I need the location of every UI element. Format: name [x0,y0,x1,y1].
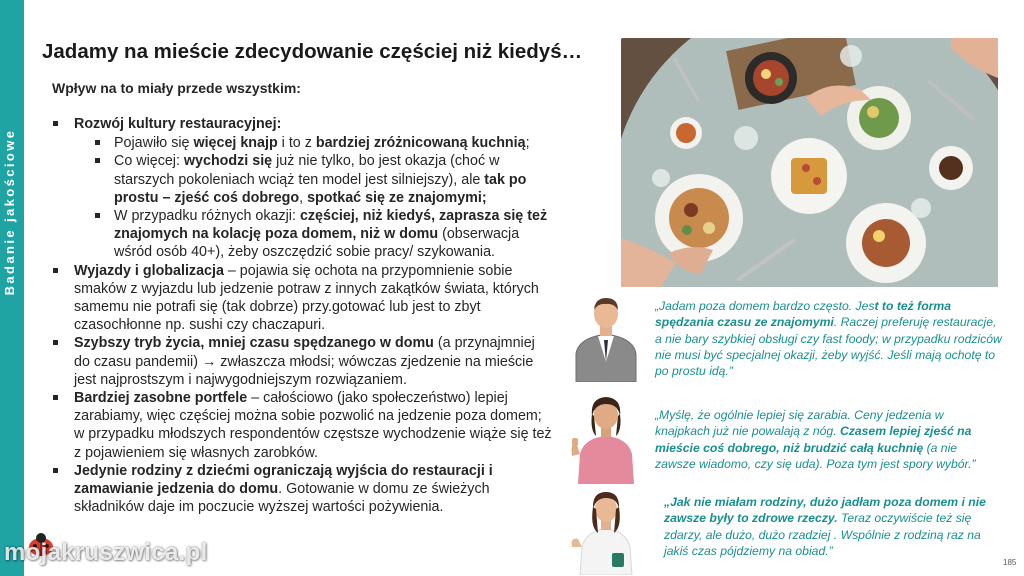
quote-text: „Myślę, że ogólnie lepiej się zarabia. Ceny jedzenia w knajpkach już nie powalają z nóg. [655,408,944,439]
woman-avatar-icon [568,392,644,484]
quote-text: (a nie zawsze wiadomo, czy się uda). Poza tym jest spory wybór.” [655,440,976,471]
bullet-list [52,115,552,516]
bullet-text: – całościowo (jako społeczeństwo) lepiej zarabiamy, więc częściej można sobie pozwolić na jedzenie poza domem; w przypadku młodszych respondentów częstsze wychodzenie wiąże się też z pojawieniem się własnych zarobków. [74,390,552,461]
bullet-faster-life [52,334,552,389]
watermark: mojakruszwica.pl [4,539,208,566]
quote-man [655,298,1005,379]
text: W przypadku różnych okazji: [114,208,300,225]
sidebar-label: Badanie jakościowe [2,128,17,296]
bullet-heading: Rozwój kultury restauracyjnej: [74,116,282,132]
bullet-text: . Gotowanie w domu ze świeżych składników daje im poczucie wyższej wartości pożywienia. [74,481,490,516]
bullet-restaurant-culture [52,115,552,262]
sub-bullet [94,134,552,152]
text: Pojawiło się [114,135,194,152]
bullet-heading: Bardziej zasobne portfele [74,390,248,407]
text-bold: więcej knajp [193,135,278,152]
quote-woman-mug [664,494,994,559]
respondent-photo-man [568,292,644,382]
bullet-wallets [52,389,552,462]
page-number: 185 [1003,558,1017,567]
bullet-heading: Jedynie rodziny z dziećmi ograniczają wyjścia do restauracji i zamawianie jedzenia do domu [74,462,493,498]
bullet-travel-globalization [52,262,552,335]
quote-text: Teraz oczywiście też się zdarzy, ale dużo, dużo rzadziej . Wspólnie z rodziną raz na jakiś czas pójdziemy na obiad.” [664,511,981,558]
food-table-illustration [621,38,998,287]
text: i to z [277,135,316,152]
bullet-heading: Wyjazdy i globalizacja [74,262,224,279]
text: (obserwacja wśród osób 40+), żeby oszczędzić sobie pracy/ szykowania. [114,226,520,261]
dining-table-photo [621,38,998,287]
page-title: Jadamy na mieście zdecydowanie częściej niż kiedyś… [42,40,583,63]
man-avatar-icon [568,292,644,382]
text: ; [525,135,530,152]
bullet-families [52,462,552,517]
quote-text: . Raczej preferuję restauracje, a nie bary szybkiej obsługi czy fast foody; w przypadku rodziców nie musi być specjalnej okazji, żeby wyjść. Jeśli mają ochotę to po prostu idą.” [655,315,1002,379]
sub-bullet-list [94,134,552,261]
bullet-text: – pojawia się ochota na przypomnienie sobie smaków z wyjazdu lub jedzenie potraw z innych zakątków świata, których samemu nie potrafi się (tak dobrze) przy.gotować lub jest to zbyt czasochłonne np. sushi czy chaczapuri. [74,262,539,334]
quote-text: „Jadam poza domem bardzo często. Jes [655,299,875,313]
quote-text-bold: Czasem lepiej zjeść na mieście coś dobrego, niż brudzić całą kuchnię [655,424,972,455]
text-bold: tak po prostu – zjeść coś dobrego [114,171,527,206]
text: Co więcej: [114,153,184,170]
respondent-photo-woman-mug [568,487,644,575]
sub-bullet [94,152,552,207]
quote-text-bold: t to też forma spędzania czasu ze znajomymi [655,299,951,330]
bullet-text: (a przynajmniej do czasu pandemii) → zwłaszcza młodsi; wówczas zjedzenie na mieście jest najprostszym i najwygodniejszym rozwiązaniem. [74,335,535,388]
text-bold: wychodzi się [183,153,273,170]
respondent-photo-woman-pink [568,392,644,484]
text: , [299,189,308,206]
text-bold: bardziej zróżnicowaną kuchnią [315,135,526,152]
woman-mug-avatar-icon [568,487,644,575]
quote-text-bold: „Jak nie miałam rodziny, dużo jadłam poza domem i nie zawsze były to zdrowe rzeczy. [664,495,986,526]
quote-woman-pink [655,407,995,472]
text-bold: spotkać się ze znajomymi; [307,189,487,206]
text: już nie tylko, bo jest okazja (choć w starszych pokoleniach wciąż ten model jest silniejszy), ale [114,153,500,188]
text-bold: częściej, niż kiedyś, zaprasza się też znajomych na kolację poza domem, niż w domu [114,208,548,243]
bullet-heading: Szybszy tryb życia, mniej czasu spędzanego w domu [74,335,434,352]
sub-bullet [94,207,552,262]
subtitle: Wpływ na to miały przede wszystkim: [52,80,301,96]
